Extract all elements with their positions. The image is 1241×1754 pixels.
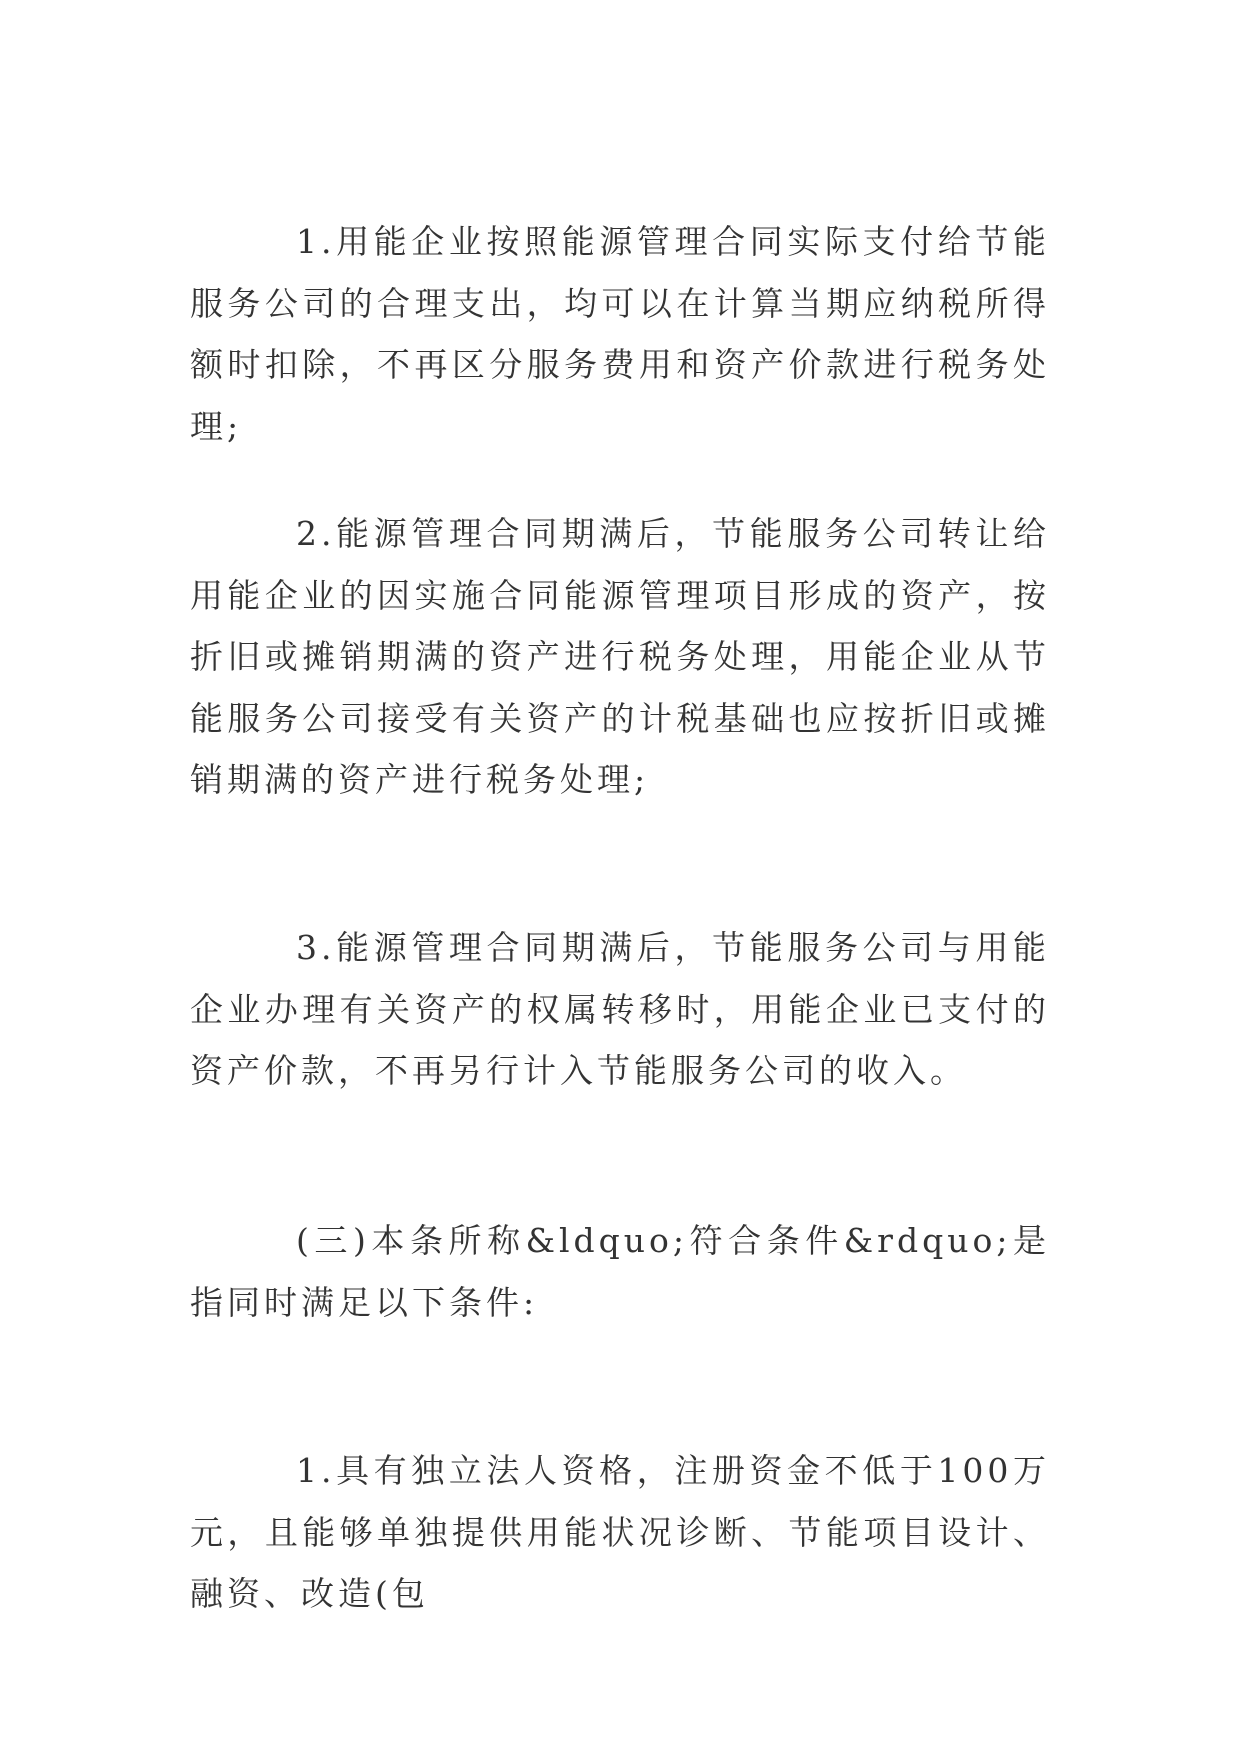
paragraph-3: 3.能源管理合同期满后，节能服务公司与用能企业办理有关资产的权属转移时，用能企业已支付的资产价款，不再另行计入节能服务公司的收入。 [190,928,1050,1090]
paragraph-4: (三)本条所称&ldquo;符合条件&rdquo;是指同时满足以下条件: [190,1221,1050,1322]
paragraph-1: 1.用能企业按照能源管理合同实际支付给节能服务公司的合理支出，均可以在计算当期应纳税所得额时扣除，不再区分服务费用和资产价款进行税务处理; [190,222,1050,446]
paragraph-2: 2.能源管理合同期满后，节能服务公司转让给用能企业的因实施合同能源管理项目形成的资产，按折旧或摊销期满的资产进行税务处理，用能企业从节能服务公司接受有关资产的计税基础也应按折旧或摊销期满的资产进行税务处理; [190,514,1050,799]
paragraph-5: 1.具有独立法人资格，注册资金不低于100万元，且能够单独提供用能状况诊断、节能项目设计、融资、改造(包 [190,1451,1050,1613]
